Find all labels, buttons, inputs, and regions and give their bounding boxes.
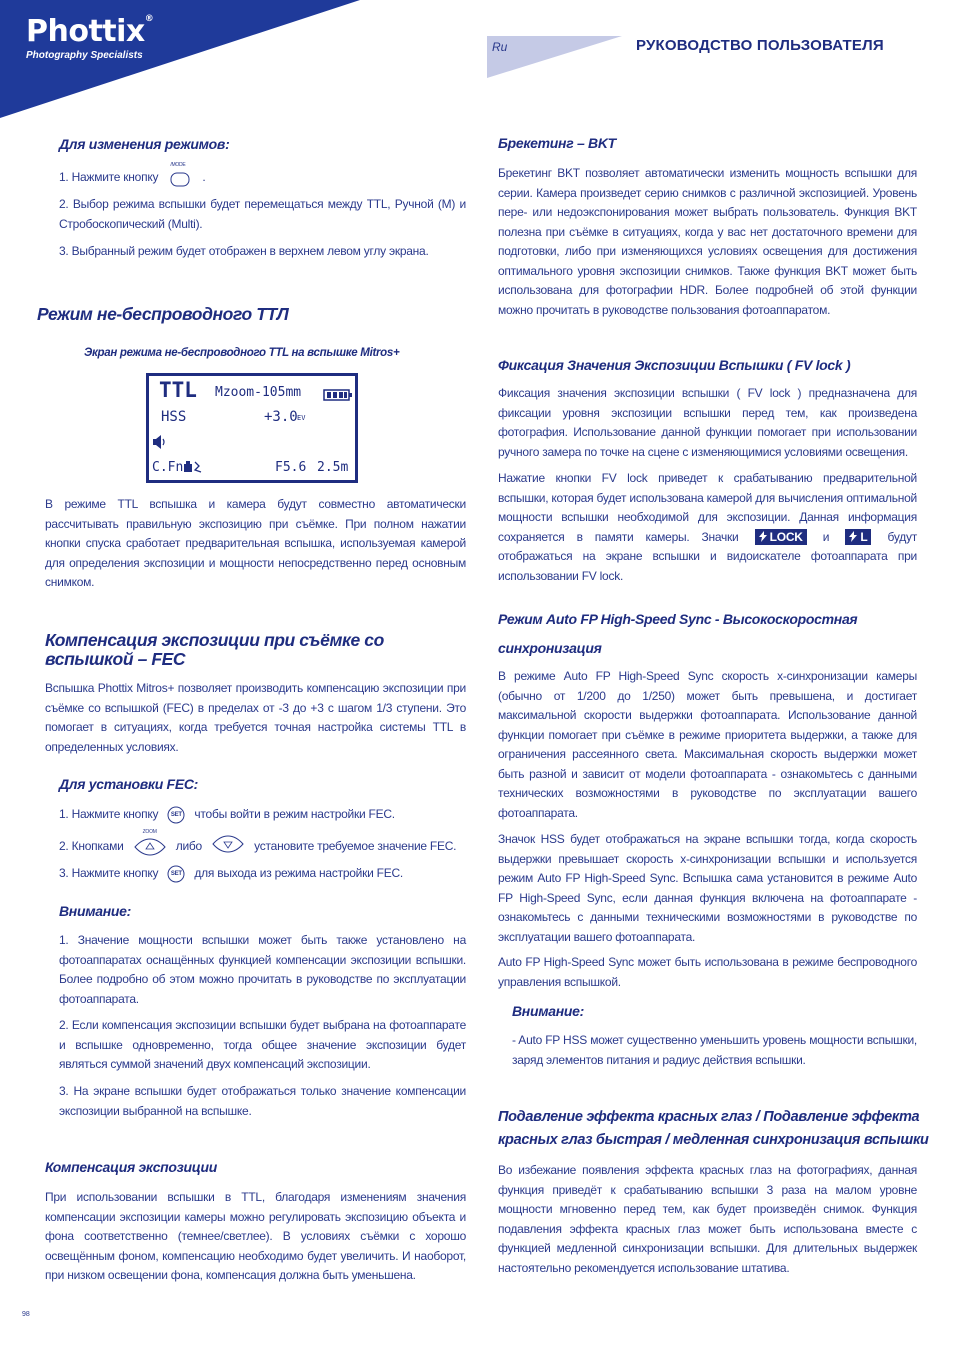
guide-title: РУКОВОДСТВО ПОЛЬЗОВАТЕЛЯ — [636, 37, 884, 54]
fec-step-2: 2. Кнопками ZOOM либо установите требуемое значение FEC. — [59, 834, 479, 860]
lcd-fec: +3.0 — [264, 409, 298, 425]
hss-paragraph-2: Значок HSS будет отображаться на экране вспышки тогда, когда скорость выдержки превышает скорость x-синхронизации вспышки и используется режим Auto FP High-Speed Sync. Вспышка сама установится в режиме Auto FP High-Speed Sync, если данная функция включена на фотоаппарате - ознакомьтесь с данными техническими возможностями в руководстве по эксплуатации вашего фотоаппарата. — [498, 832, 917, 944]
fec-heading: Компенсация экспозиции при съёмке со вспышкой – FEC — [45, 630, 384, 669]
flash-l-badge: L — [845, 529, 871, 545]
ttl-paragraph: В режиме TTL вспышка и камера будут совместно автоматически рассчитывать правильную экспозицию при съёмке. При полном нажатии кнопки спуска сработает предварительная вспышка, используемая камерой для определения экспозиции и мощности непосредственно перед основным снимком. — [45, 497, 466, 589]
exposure-compensation-heading: Компенсация экспозиции — [45, 1159, 218, 1175]
hss-heading-line-1: Режим Auto FP High-Speed Sync - Высокоскоростная — [498, 611, 858, 627]
hss-attention-heading: Внимание: — [512, 1003, 585, 1019]
flash-lock-badge: LOCK — [755, 529, 807, 545]
lcd-cfn: C.Fn — [152, 460, 184, 475]
lcd-ev: EV — [297, 414, 306, 422]
set-button-icon — [167, 865, 185, 883]
lcd-hss: HSS — [161, 409, 187, 425]
logo-tagline: Photography Specialists — [26, 50, 143, 61]
phottix-logo: Phottix® — [26, 14, 154, 49]
zoom-right-button-icon — [211, 834, 245, 860]
set-button-icon — [167, 806, 185, 824]
hss-paragraph-1: В режиме Auto FP High-Speed Sync скорость x-синхронизации камеры (обычно от 1/200 до 1/250) может быть превышена, и достигает максимальной скорости выдержки фотоаппарата. Использование данной функции помогает при съёмке в режиме приоритета выдержки, а также для ограничения рассеянного света. Максимальная скорость выдержки может быть разной и зависит от модели фотоаппарата - ознакомьтесь с данными технических возможностями в руководстве по эксплуатации вашего фотоаппарата. — [498, 669, 917, 820]
ttl-screen-caption: Экран режима не-беспроводного TTL на вспышке Mitros+ — [84, 347, 400, 359]
fec-step-1: 1. Нажмите кнопку SET чтобы войти в режим настройки FEC. — [59, 805, 479, 824]
page-number: 98 — [22, 1311, 30, 1318]
zoom-left-button-icon — [133, 829, 167, 857]
mode-button-label: /MODE — [170, 162, 186, 168]
zoom-label: ZOOM — [142, 829, 157, 835]
attention-item-1: 1. Значение мощности вспышки может быть также установлено на фотоаппаратах оснащённых функцией компенсации экспозиции вспышки. Более подробно об этом можно прочитать в руководстве по эксплуатации фотоаппарата. — [59, 933, 466, 1006]
attention-heading: Внимание: — [59, 903, 132, 919]
lcd-settings-icons — [183, 458, 205, 478]
flash-lcd-screen — [146, 373, 358, 483]
modes-heading: Для изменения режимов: — [59, 136, 230, 152]
hss-attention-text: - Auto FP HSS может существенно уменьшить уровень мощности вспышки, заряд элементов питания и радиус действия вспышки. — [512, 1033, 917, 1067]
fec-set-heading: Для установки FEC: — [59, 776, 199, 792]
attention-item-2: 2. Если компенсация экспозиции вспышки будет выбрана на фотоаппарате и вспышке одновременно, тогда общее значение экспозиции будет являться суммой значений двух компенсаций экспозиции. — [59, 1018, 466, 1071]
bkt-heading: Брекетинг – BKT — [498, 135, 616, 151]
red-eye-paragraph: Во избежание появления эффекта красных глаз на фотографиях, данная функция приведёт к срабатыванию вспышки 3 раза на малом уровне мощности мгновенно перед тем, как будет произведён снимок. Функция подавления эффекта красных глаз может быть использована вместе с функцией медленной синхронизации вспышки. Для длительных выдержек настоятельно рекомендуется использование штатива. — [498, 1163, 917, 1275]
exposure-compensation-paragraph: При использовании вспышки в TTL, благодаря изменениям значения компенсации экспозиции камеры можно регулировать экспозицию объекта и фона соответственно (темнее/светлее). В условиях съёмки с хорошо освещённым фоном, компенсацию необходимо будет увеличить. И наоборот, при низком освещении фона, компенсация должна быть уменьшена. — [45, 1190, 466, 1282]
fv-lock-paragraph-2: Нажатие кнопки FV lock приведет к срабатыванию предварительной вспышки, которая будет использована камерой для вычисления оптимальной мощности вспышки необходимой для экспозиции. Данная информация сохраняется в памяти камеры. Значки LOCK и L будут отображаться на экране вспышки и видоискателе фотоаппарата при использовании FV lock. — [498, 471, 917, 583]
bkt-paragraph: Брекетинг BKT позволяет автоматически изменить мощность вспышки для серии. Камера произведет серию снимков с различной экспозицией. Уровень пере- или недоэкспонирования может выбрать пользователь. Функция BKT полезна при съёмке в ситуациях, когда у вас нет достаточного времени для подготовки, либо при изменяющихся условиях освещения для достижения оптимального уровня экспозиции снимков. Также функция BKT может быть использована для фотографии HDR. Более подробней об этой функции можно прочитать в руководстве пользования фотоаппаратом. — [498, 166, 917, 317]
set-button-label: SET — [170, 811, 182, 818]
hss-paragraph-3: Auto FP High-Speed Sync может быть использована в режиме беспроводного управления вспышкой. — [498, 955, 917, 989]
modes-step-3: 3. Выбранный режим будет отображен в верхнем левом углу экрана. — [59, 244, 429, 258]
set-button-label: SET — [170, 870, 182, 877]
lcd-zoom: Mzoom-105mm — [215, 385, 302, 400]
language-label: Ru — [492, 40, 508, 54]
hss-heading-line-2: синхронизация — [498, 640, 602, 656]
red-eye-heading-line-1: Подавление эффекта красных глаз / Подавление эффекта — [498, 1109, 920, 1125]
lcd-distance: 2.5m — [317, 460, 349, 475]
fec-paragraph: Вспышка Phottix Mitros+ позволяет производить компенсацию экспозиции при съёмке со вспышкой (FEC) в пределах от -3 до +3 с шагом 1/3 ступени. Это помогает в ситуациях, когда требуется точная настройка системы TTL в определенных условиях. — [45, 681, 466, 754]
battery-icon — [323, 386, 353, 405]
fv-lock-heading: Фиксация Значения Экспозиции Вспышки ( FV lock ) — [498, 357, 851, 373]
fec-step-3: 3. Нажмите кнопку SET для выхода из режима настройки FEC. — [59, 864, 479, 883]
fv-lock-paragraph-1: Фиксация значения экспозиции вспышки ( FV lock ) предназначена для фиксации уровня экспозиции вспышки перед тем, как произведена фотография. Использование данной функции помогает при использовании ручного замера по точке на сцене с изменяющимися условиями освещения. — [498, 386, 917, 459]
mode-button-icon — [167, 162, 193, 188]
modes-step-1: 1. Нажмите кнопку /MODE . — [59, 168, 479, 188]
attention-item-3: 3. На экране вспышки будет отображаться только значение компенсации экспозиции выбранной на вспышке. — [59, 1084, 466, 1118]
sound-icon — [151, 434, 167, 454]
lcd-mode: TTL — [159, 378, 197, 402]
modes-step-2: 2. Выбор режима вспышки будет перемещаться между TTL, Ручной (M) и Стробоскопический (Multi). — [59, 197, 466, 231]
ttl-heading: Режим не-беспроводного ТТЛ — [37, 304, 289, 324]
lcd-aperture: F5.6 — [275, 460, 307, 475]
red-eye-heading-line-2: красных глаз быстрая / медленная синхронизация вспышки — [498, 1132, 929, 1148]
